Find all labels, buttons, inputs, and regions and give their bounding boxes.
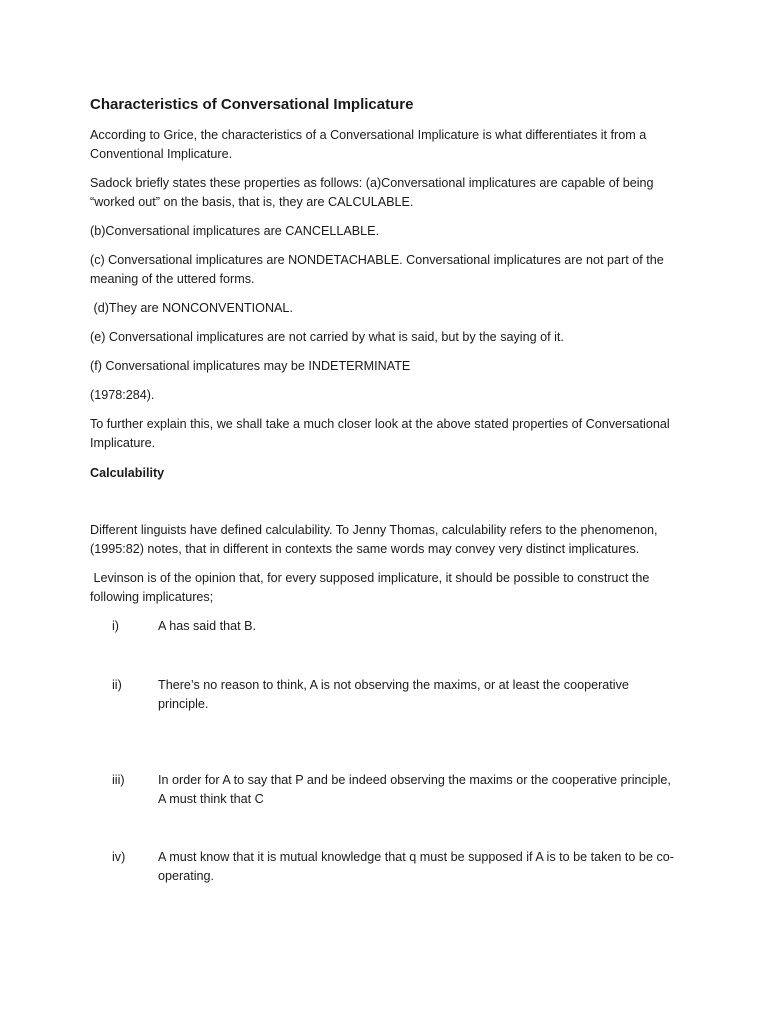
list-item (90, 848, 690, 886)
list-item-text: A has said that B. (158, 619, 257, 633)
paragraph-property-d: (d)They are NONCONVENTIONAL. (90, 301, 293, 315)
list-item-text: There’s no reason to think, A is not observing the maxims, or at least the cooperative principle. (158, 678, 629, 711)
list-item-number: ii) (112, 678, 122, 692)
paragraph-thomas: Different linguists have defined calculability. To Jenny Thomas, calculability refers to the phenomenon, (1995:82) notes, that in different in contexts the same words may convey very distinct implicatures. (90, 523, 658, 556)
page-title: Characteristics of Conversational Implicature (90, 96, 414, 113)
paragraph-citation: (1978:284). (90, 388, 155, 402)
list-item-number: i) (112, 619, 119, 633)
paragraph-levinson: Levinson is of the opinion that, for every supposed implicature, it should be possible to construct the following implicatures; (90, 571, 653, 604)
list-item-text: A must know that it is mutual knowledge that q must be supposed if A is to be taken to be co-operating. (158, 850, 674, 883)
paragraph-intro: According to Grice, the characteristics of a Conversational Implicature is what differentiates it from a Conventional Implicature. (90, 128, 647, 161)
section-heading-calculability: Calculability (90, 466, 165, 480)
paragraph-property-e: (e) Conversational implicatures are not carried by what is said, but by the saying of it. (90, 330, 564, 344)
list-item (90, 617, 690, 636)
paragraph-property-c: (c) Conversational implicatures are NONDETACHABLE. Conversational implicatures are not part of the meaning of the uttered forms. (90, 253, 664, 286)
list-item-number: iii) (112, 773, 125, 787)
list-item (90, 676, 690, 714)
paragraph-sadock: Sadock briefly states these properties as follows: (a)Conversational implicatures are capable of being “worked out” on the basis, that is, they are CALCULABLE. (90, 176, 654, 209)
paragraph-further: To further explain this, we shall take a much closer look at the above stated properties of Conversational Implicature. (90, 417, 670, 450)
paragraph-property-b: (b)Conversational implicatures are CANCELLABLE. (90, 224, 380, 238)
paragraph-property-f: (f) Conversational implicatures may be INDETERMINATE (90, 359, 411, 373)
list-item (90, 771, 690, 809)
list-item-text: In order for A to say that P and be indeed observing the maxims or the cooperative principle, A must think that C (158, 773, 671, 806)
list-item-number: iv) (112, 850, 126, 864)
